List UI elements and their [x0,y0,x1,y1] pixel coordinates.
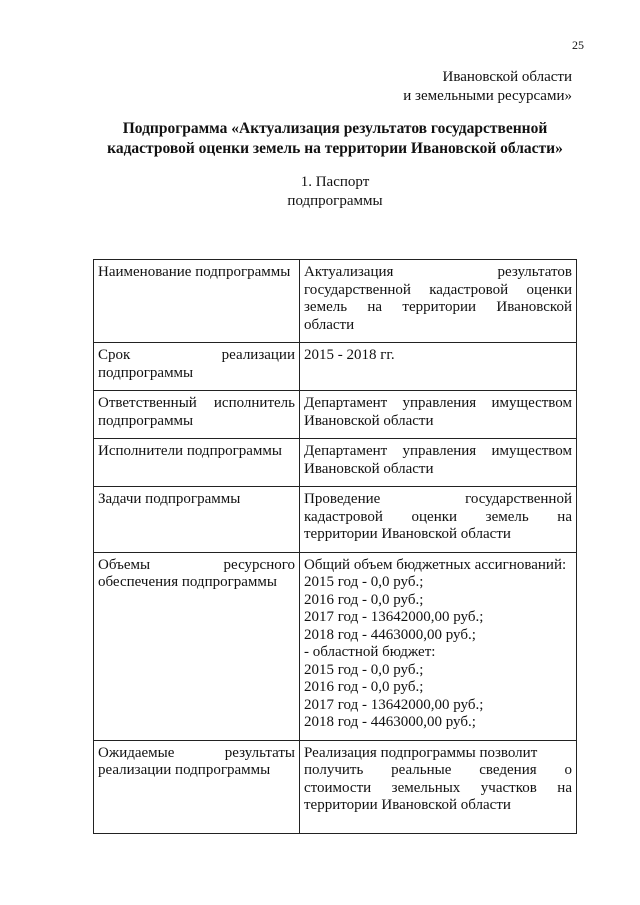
row-label [94,260,300,343]
label-line: Объемы ресурсного [98,556,295,573]
label-line: реализации подпрограммы [98,762,271,778]
page-number: 25 [572,38,584,52]
title-line-2: кадастровой оценки земель на территории Ивановской области» [107,140,563,157]
value-line: 2016 год - 0,0 руб.; [304,679,424,695]
row-label [94,391,300,439]
row-label [94,343,300,391]
table-row [94,740,577,833]
row-value [300,552,577,740]
table-row [94,552,577,740]
label-line: подпрограммы [98,412,194,429]
label-line: Срок реализации [98,347,295,363]
value-line: территории Ивановской области [304,797,511,813]
label-line: обеспечения подпрограммы [98,574,277,590]
row-value [300,439,577,487]
row-label [94,487,300,553]
value-line: кадастровой оценки земель на [304,508,572,525]
row-value [300,343,577,391]
row-value [300,487,577,553]
label-line: Исполнители подпрограммы [98,443,282,459]
table-row [94,487,577,553]
row-label [94,552,300,740]
value-line: области [304,316,355,333]
label-line: Ответственный исполнитель [98,395,295,411]
value-line: Проведение государственной [304,491,572,507]
document-header [403,68,572,106]
value-line: земель на территории Ивановской [304,299,572,315]
label-line: Ожидаемые результаты [98,744,295,761]
row-value [300,391,577,439]
value-line: Реализация подпрограммы позволит [304,744,538,761]
table-row [94,439,577,487]
value-line: получить реальные сведения о [304,762,572,778]
value-line: 2016 год - 0,0 руб.; [304,591,424,608]
passport-heading [90,173,580,211]
value-line: 2015 - 2018 гг. [304,347,395,363]
value-line: Департамент управления имуществом [304,395,572,411]
table-row [94,260,577,343]
value-line: 2017 год - 13642000,00 руб.; [304,609,484,625]
value-line: 2017 год - 13642000,00 руб.; [304,696,484,713]
passport-heading-line-2: подпрограммы [287,193,383,209]
value-line: Ивановской области [304,412,434,429]
value-line: Общий объем бюджетных ассигнований: [304,556,567,573]
row-value [300,260,577,343]
label-line: Задачи подпрограммы [98,491,241,507]
value-line: - областной бюджет: [304,644,436,660]
row-label [94,439,300,487]
value-line: Департамент управления имуществом [304,443,572,459]
passport-heading-line-1: 1. Паспорт [300,174,370,190]
value-line: Ивановской области [304,460,434,477]
value-line: 2018 год - 4463000,00 руб.; [304,714,476,730]
value-line: Актуализация результатов [304,264,572,280]
title-line-1: Подпрограмма «Актуализация результатов государственной [122,120,548,137]
table-row [94,343,577,391]
label-line: Наименование подпрограммы [98,264,291,280]
subprogram-title [90,119,580,159]
passport-table [93,259,577,834]
table-row [94,391,577,439]
value-line: стоимости земельных участков на [304,779,572,796]
value-line: 2015 год - 0,0 руб.; [304,574,424,590]
row-label [94,740,300,833]
header-line-2: и земельными ресурсами» [403,88,572,104]
row-value [300,740,577,833]
value-line: государственной кадастровой оценки [304,281,572,298]
value-line: 2018 год - 4463000,00 руб.; [304,626,476,643]
value-line: 2015 год - 0,0 руб.; [304,661,424,678]
header-line-1: Ивановской области [442,69,572,85]
value-line: территории Ивановской области [304,526,511,542]
label-line: подпрограммы [98,364,194,381]
